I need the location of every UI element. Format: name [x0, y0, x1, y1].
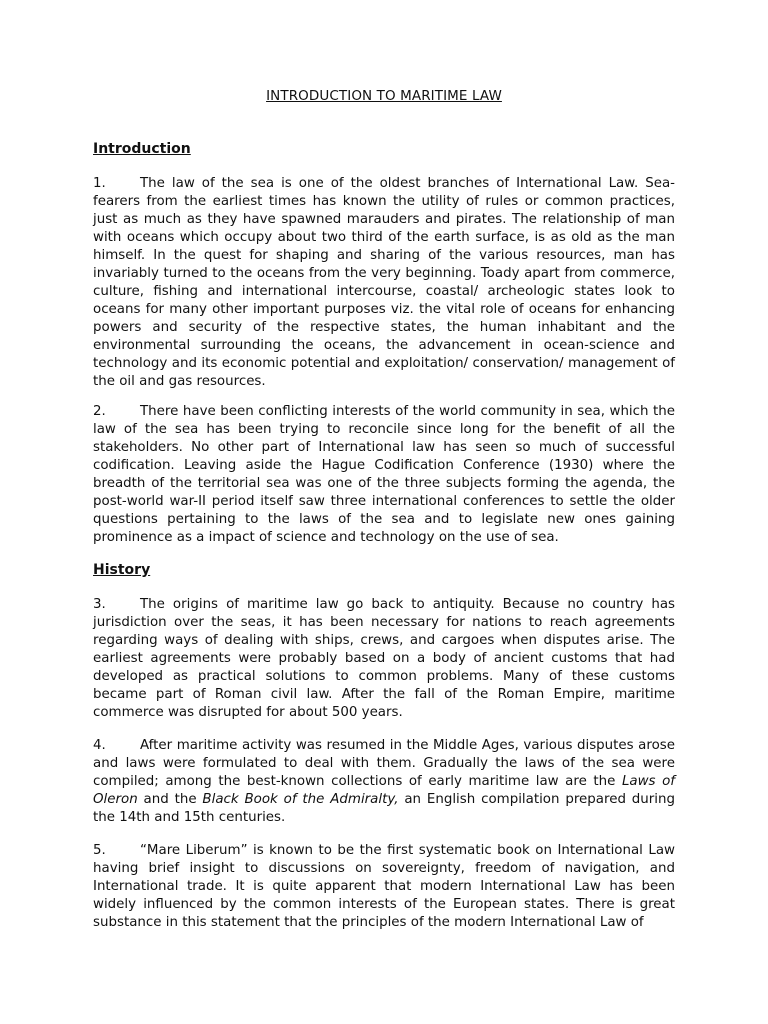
paragraph-text: The origins of maritime law go back to antiquity. Because no country has jurisdiction over the seas, it has been necessary for nations to reach agreements regarding ways of dealing with ships, crews, and cargoes when disputes arise. The earliest agreements were probably based on a body of ancient customs that had developed as practical solutions to common problems. Many of these customs became part of Roman civil law. After the fall of the Roman Empire, maritime commerce was disrupted for about 500 years.: [93, 597, 675, 720]
paragraph-text: and the: [137, 792, 203, 807]
paragraph-5: [93, 842, 675, 932]
italic-title-laws-of-oleron: Laws of Oleron: [93, 774, 675, 807]
paragraph-number: 2.: [93, 404, 106, 419]
paragraph-number: 5.: [93, 843, 106, 858]
document-title: INTRODUCTION TO MARITIME LAW: [266, 88, 502, 104]
paragraph-number: 4.: [93, 738, 106, 753]
section-heading-introduction: Introduction: [93, 141, 191, 157]
paragraph-text: There have been conflicting interests of the world community in sea, which the law of the sea has been trying to reconcile since long for the benefit of all the stakeholders. No other part of International law has seen so much of successful codification. Leaving aside the Hague Codification Conference (1930) where the breadth of the territorial sea was one of the three subjects forming the agenda, the post-world war-II period itself saw three international conferences to settle the older questions pertaining to the laws of the sea and to legislate new ones gaining prominence as a impact of science and technology on the use of sea.: [93, 404, 675, 545]
section-heading-history: History: [93, 562, 151, 578]
paragraph-3: [93, 596, 675, 722]
paragraph-number: 3.: [93, 597, 106, 612]
italic-title-black-book: Black Book of the Admiralty,: [202, 792, 399, 807]
paragraph-number: 1.: [93, 176, 106, 191]
paragraph-2: [93, 403, 675, 547]
paragraph-1: [93, 175, 675, 391]
paragraph-text: The law of the sea is one of the oldest branches of International Law. Sea-fearers from the earliest times has known the utility of rules or common practices, just as much as they have spawned marauders and pirates. The relationship of man with oceans which occupy about two third of the earth surface, is as old as the man himself. In the quest for shaping and sharing of the various resources, man has invariably turned to the oceans from the very beginning. Toady apart from commerce, culture, fishing and international intercourse, coastal/ archeologic states look to oceans for many other important purposes viz. the vital role of oceans for enhancing powers and security of the respective states, the human inhabitant and the environmental surrounding the oceans, the advancement in ocean-science and technology and its economic potential and exploitation/ conservation/ management of the oil and gas resources.: [93, 176, 675, 389]
paragraph-text: an English compilation prepared during the 14th and 15th centuries.: [93, 792, 675, 825]
paragraph-4: [93, 737, 675, 827]
paragraph-text: After maritime activity was resumed in the Middle Ages, various disputes arose and laws were formulated to deal with them. Gradually the laws of the sea were compiled; among the best-known collections of early maritime law are the: [93, 738, 675, 789]
paragraph-text: “Mare Liberum” is known to be the first systematic book on International Law having brief insight to discussions on sovereignty, freedom of navigation, and International trade. It is quite apparent that modern International Law has been widely influenced by the common interests of the European states. There is great substance in this statement that the principles of the modern International Law of: [93, 843, 675, 930]
